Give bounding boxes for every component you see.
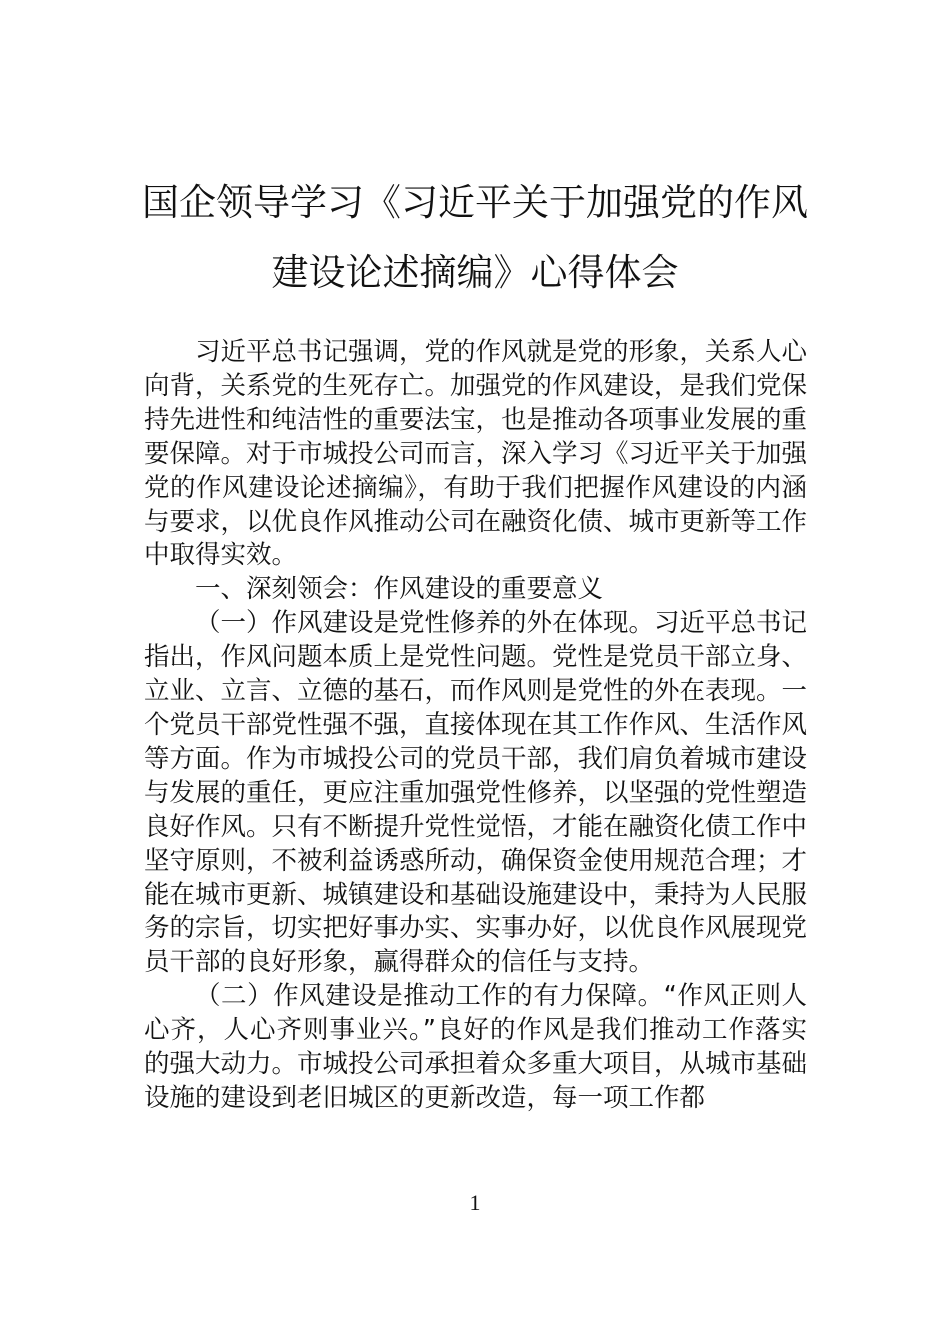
- document-title: [140, 168, 810, 308]
- title-line-1: 国企领导学习《习近平关于加强党的作风: [142, 181, 808, 224]
- intro-paragraph: 习近平总书记强调，党的作风就是党的形象，关系人心向背，关系党的生死存亡。加强党的作风建设，是我们党保持先进性和纯洁性的重要法宝，也是推动各项事业发展的重要保障。对于市城投公司而言，深入学习《习近平关于加强党的作风建设论述摘编》，有助于我们把握作风建设的内涵与要求，以优良作风推动公司在融资化债、城市更新等工作中取得实效。: [144, 337, 808, 571]
- page-number: 1: [469, 1190, 481, 1215]
- title-line-2: 建设论述摘编》心得体会: [271, 251, 679, 294]
- body-paragraph: （一）作风建设是党性修养的外在体现。习近平总书记指出，作风问题本质上是党性问题。党性是党员干部立身、立业、立言、立德的基石，而作风则是党性的外在表现。一个党员干部党性强不强，直接体现在其工作作风、生活作风等方面。作为市城投公司的党员干部，我们肩负着城市建设与发展的重任，更应注重加强党性修养，以坚强的党性塑造良好作风。只有不断提升党性觉悟，才能在融资化债工作中坚守原则，不被利益诱惑所动，确保资金使用规范合理；才能在城市更新、城镇建设和基础设施建设中，秉持为人民服务的宗旨，切实把好事办实、实事办好，以优良作风展现党员干部的良好形象，赢得群众的信任与支持。: [144, 608, 808, 978]
- body-paragraph: （二）作风建设是推动工作的有力保障。“作风正则人心齐，人心齐则事业兴。”良好的作风是我们推动工作落实的强大动力。市城投公司承担着众多重大项目，从城市基础设施的建设到老旧城区的更新改造，每一项工作都: [144, 981, 808, 1113]
- document-body: [144, 336, 807, 1116]
- section-heading: 一、深刻领会：作风建设的重要意义: [195, 574, 604, 605]
